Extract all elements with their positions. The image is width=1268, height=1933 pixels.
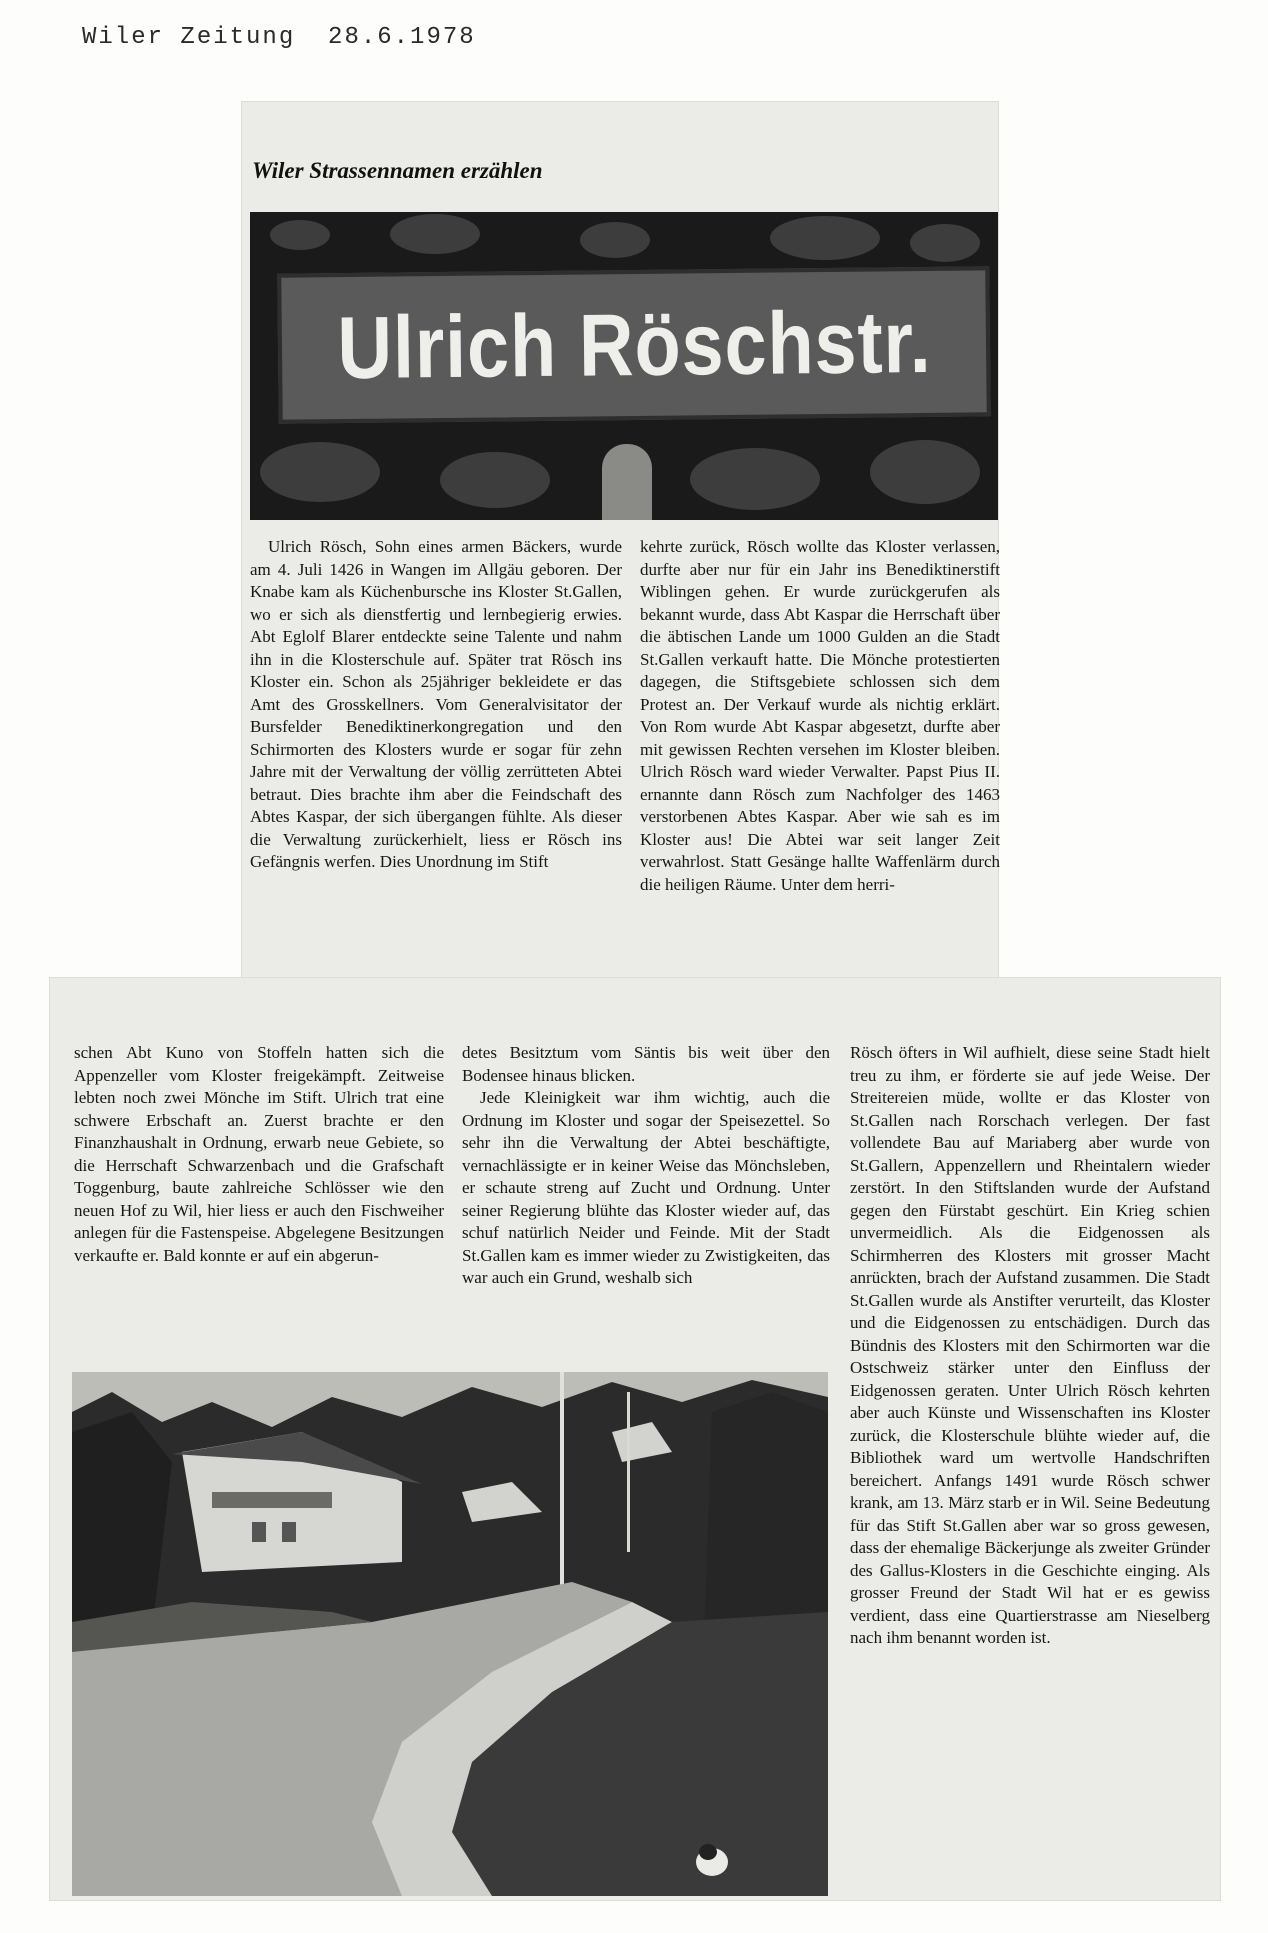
- article-column-bottom-middle: [462, 1042, 830, 1360]
- article-column-bottom-left: [74, 1042, 444, 1360]
- article-column-bottom-right: [850, 1042, 1210, 1898]
- article-paragraph: Jede Kleinigkeit war ihm wichtig, auch die Ordnung im Kloster und sogar der Speisezettel. So sehr ihn die Verwaltung der Abtei beschäftigte, vernachlässigte er in keiner Weise das Mönchsleben, er schaute streng auf Zucht und Ordnung. Unter seiner Regierung blühte das Kloster wieder auf, das schuf natürlich Neider und Feinde. Mit der Stadt St.Gallen kam es immer wieder zu Zwistigkeiten, das war auch ein Grund, weshalb sich: [462, 1088, 830, 1287]
- clipping-header: [82, 24, 476, 51]
- article-paragraph: Ulrich Rösch, Sohn eines armen Bäckers, wurde am 4. Juli 1426 in Wangen im Allgäu geboren. Der Knabe kam als Küchenbursche ins Kloster St.Gallen, wo er sich als dienstfertig und lernbegierig erwies. Abt Eglolf Blarer entdeckte seine Talente und nahm ihn in die Klosterschule auf. Später trat Rösch ins Kloster ein. Schon als 25jähriger bekleidete er das Amt des Grosskellners. Vom Generalvisitator der Bursfelder Benediktinerkongregation und den Schirmorten des Klosters wurde er sogar für zehn Jahre mit der Verwaltung der völlig zerrütteten Abtei betraut. Dies brachte ihm aber die Feindschaft des Abtes Kaspar, der sich übergangen fühlte. Als dieser die Verwaltung zurückerhielt, liess er Rösch ins Gefängnis werfen. Dies Unordnung im Stift: [250, 537, 622, 871]
- article-paragraph: Rösch öfters in Wil aufhielt, diese seine Stadt hielt treu zu ihm, er förderte sie auf jede Weise. Der Streitereien müde, wollte er das Kloster von St.Gallen nach Rorschach verlegen. Der fast vollendete Bau auf Mariaberg aber wurde von St.Gallern, Appenzellern und Rheintalern wieder zerstört. In den Stiftslanden wurde der Aufstand gegen den Fürstabt geschürt. Ein Krieg schien unvermeidlich. Als die Eidgenossen als Schirmherren des Klosters mit grosser Macht anrückten, brach der Aufstand zusammen. Die Stadt St.Gallen wurde als Anstifter verurteilt, das Kloster und die Eidgenossen zu entschädigen. Durch das Bündnis des Klosters mit den Schirmorten war die Ostschweiz stärker unter den Einfluss der Eidgenossen geraten. Unter Ulrich Rösch kehrten aber auch Künste und Wissenschaften ins Kloster zurück, die Klosterschule blühte wieder auf, die Bibliothek ward um wertvolle Handschriften bereichert. Anfangs 1491 wurde Rösch schwer krank, am 13. März starb er in Wil. Seine Bedeutung für das Stift St.Gallen aber war so gross gewesen, dass der ehemalige Bäckerjunge als zweiter Gründer des Gallus-Klosters in die Geschichte einging. Als grosser Freund der Stadt Wil hat er es gewiss verdient, dass eine Quartierstrasse am Nieselberg nach ihm benannt worden ist.: [850, 1043, 1210, 1647]
- sign-pole: [602, 444, 652, 520]
- article-kicker: Wiler Strassennamen erzählen: [252, 158, 543, 183]
- street-sign: [277, 266, 991, 423]
- article-paragraph: kehrte zurück, Rösch wollte das Kloster verlassen, durfte aber nur für ein Jahr ins Benediktinerstift Wiblingen gehen. Er wurde zurückgerufen als bekannt wurde, dass Abt Kaspar die Herrschaft über die äbtischen Lande um 1000 Gulden an die Stadt St.Gallen verkauft hatte. Die Mönche protestierten dagegen, die Stiftsgebiete schlossen sich dem Protest an. Der Verkauf wurde als nichtig erklärt. Von Rom wurde Abt Kaspar abgesetzt, durfte aber mit gewissen Rechten versehen im Kloster bleiben. Ulrich Rösch ward wieder Verwalter. Papst Pius II. ernannte dann Rösch zum Nachfolger des 1463 verstorbenen Abtes Kaspar. Aber wie sah es im Kloster aus! Die Abtei war seit langer Zeit verwahrlost. Statt Gesänge hallte Waffenlärm durch die heiligen Räume. Unter dem herri-: [640, 537, 1000, 894]
- article-column-top-left: [250, 536, 622, 1016]
- article-paragraph: detes Besitztum vom Säntis bis weit über den Bodensee hinaus blicken.: [462, 1043, 830, 1085]
- article-column-top-right: [640, 536, 1000, 1016]
- publication-date: 28.6.1978: [328, 24, 476, 51]
- street-sign-text: Ulrich Röschstr.: [336, 291, 932, 398]
- publication-name: Wiler Zeitung: [82, 24, 296, 51]
- street-sign-photo: [250, 212, 998, 520]
- street-view-photo: [72, 1372, 828, 1896]
- article-paragraph: schen Abt Kuno von Stoffeln hatten sich die Appenzeller vom Kloster freigekämpft. Zeitweise lebten noch zwei Mönche im Stift. Ulrich trat eine schwere Erbschaft an. Zuerst brachte er den Finanzhaushalt in Ordnung, erwarb neue Gebiete, so die Herrschaft Schwarzenbach und die Grafschaft Toggenburg, baute zahlreiche Schlösser wie den neuen Hof zu Wil, hier liess er auch den Fischweiher anlegen für die Fastenspeise. Abgelegene Besitzungen verkaufte er. Bald konnte er auf ein abgerun-: [74, 1043, 444, 1265]
